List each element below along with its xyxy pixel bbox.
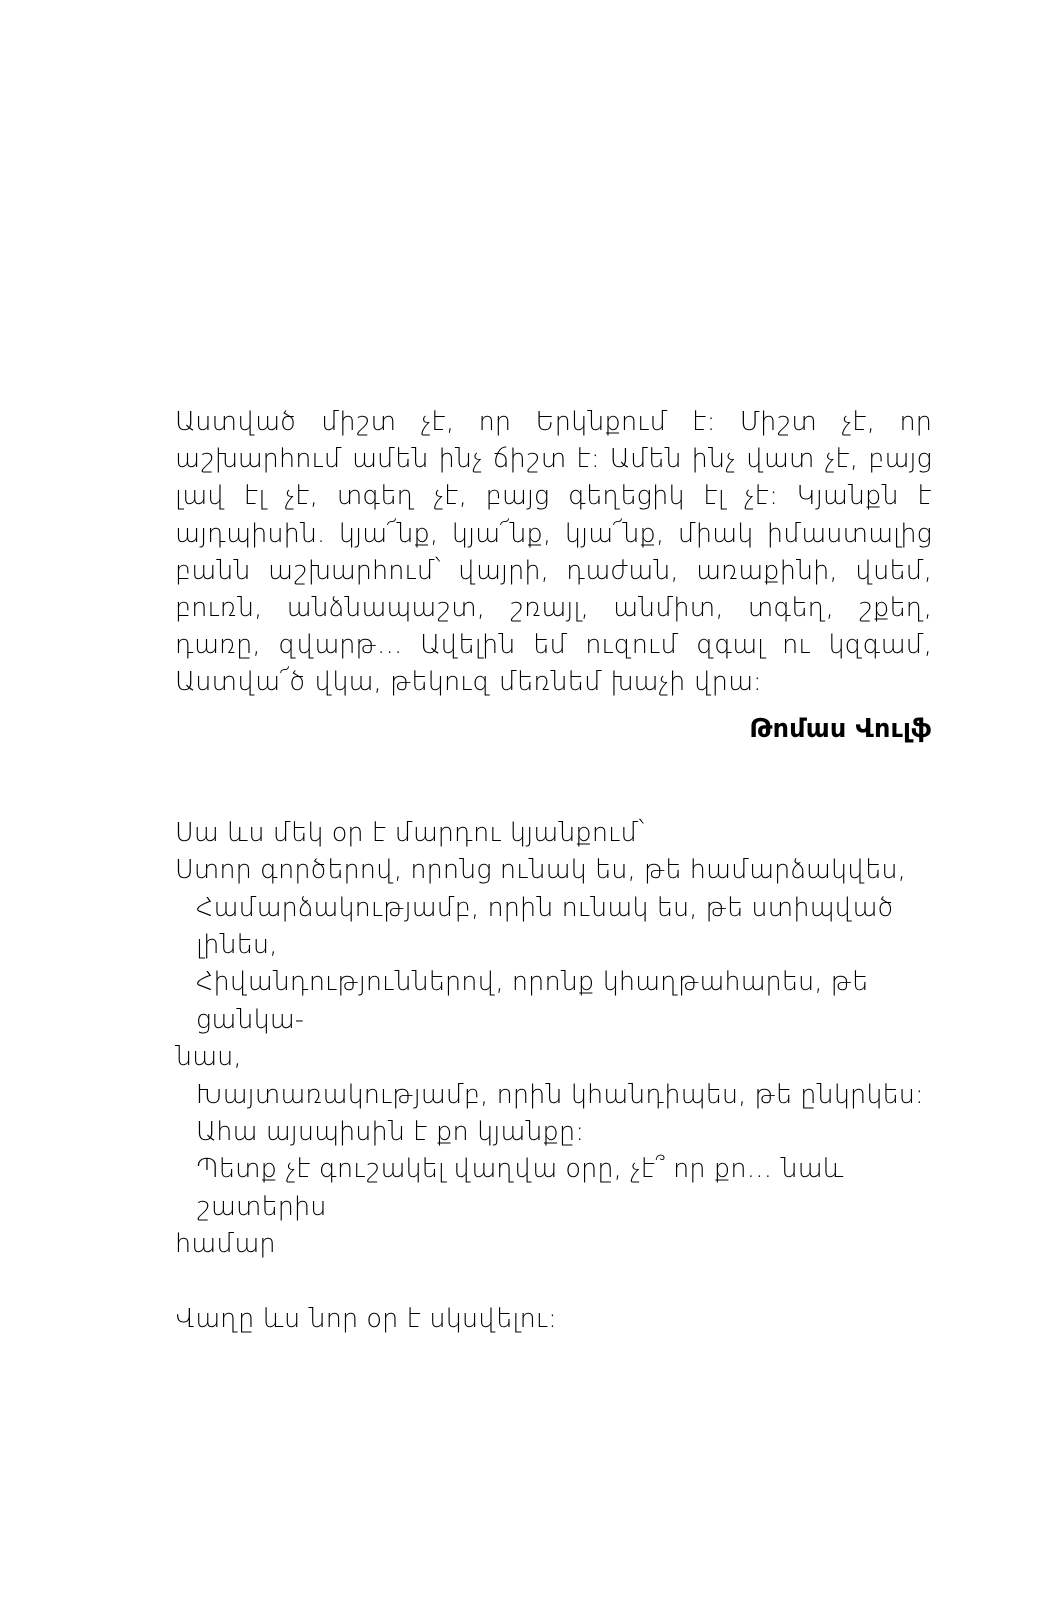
poem-line: Խայտառակությամբ, որին կհանդիպես, թե ընկրկես: bbox=[196, 1079, 924, 1110]
poem-line: Համարձակությամբ, որին ունակ ես, թե ստիպված լինես, bbox=[196, 892, 903, 961]
page-content bbox=[175, 404, 932, 1338]
poem-line-continuation: նաս, bbox=[175, 1042, 242, 1073]
poem-line: Հիվանդություններով, որոնք կհաղթահարես, թե ցանկա- bbox=[196, 967, 877, 1035]
closing-block bbox=[175, 1301, 932, 1338]
closing-line: Վաղը ևս նոր օր է սկսվելու: bbox=[175, 1303, 557, 1334]
epigraph-paragraph: Աստված միշտ չէ, որ Երկնքում է: Միշտ չէ, որ աշխարհում ամեն ինչ ճիշտ է: Ամեն ինչ վատ չէ, բայց լավ էլ չէ, տգեղ չէ, բայց գեղեցիկ էլ չէ: Կյանքն է այդպիսին. կյա՜նք, կյա՜նք, կյա՜նք, միակ իմաստալից բանն աշխարհում՝ վայրի, դաժան, առաքինի, վսեմ, բուռն, անձնապաշտ, շռայլ, անմիտ, տգեղ, շքեղ, դառը, զվարթ… Ավելին եմ ուզում զգալ ու կզգամ, Աստվա՜ծ վկա, թեկուզ մեռնեմ խաչի վրա: bbox=[175, 407, 932, 698]
epigraph-block bbox=[175, 404, 932, 702]
epigraph-attribution: Թոմաս Վուլֆ bbox=[749, 713, 932, 744]
poem-line: Ահա այսպիսին է քո կյանքը: bbox=[196, 1117, 585, 1148]
poem-block bbox=[175, 815, 932, 1264]
poem-line-continuation: համար bbox=[175, 1229, 276, 1260]
poem-line: Ստոր գործերով, որոնց ունակ ես, թե համարձակվես, bbox=[175, 855, 906, 886]
poem-line: Պետք չէ գուշակել վաղվա օրը, չէ՞ որ քո… նաև շատերիս bbox=[196, 1154, 853, 1222]
poem-line: Սա ևս մեկ օր է մարդու կյանքում՝ bbox=[175, 817, 645, 848]
